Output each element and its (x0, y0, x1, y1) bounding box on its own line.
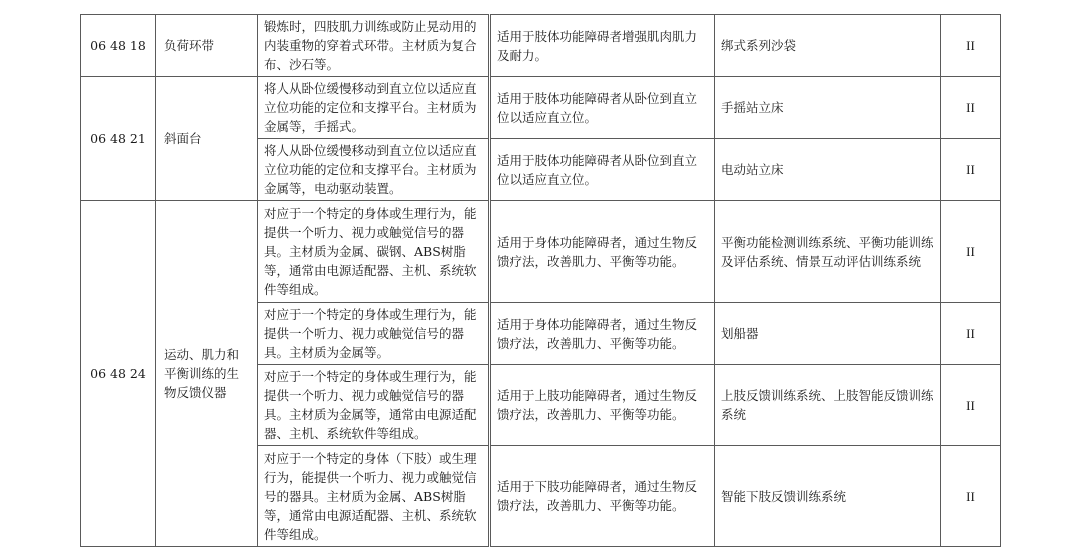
table-row (81, 15, 1001, 77)
product-description: 将人从卧位缓慢移动到直立位以适应直立位功能的定位和支撑平台。主材质为金属等，电动驱动装置。 (258, 139, 490, 201)
product-example: 上肢反馈训练系统、上肢智能反馈训练系统 (715, 365, 941, 446)
management-class: II (941, 15, 1001, 77)
product-example: 平衡功能检测训练系统、平衡功能训练及评估系统、情景互动评估训练系统 (715, 201, 941, 303)
product-example: 划船器 (715, 303, 941, 365)
category-name: 运动、肌力和平衡训练的生物反馈仪器 (156, 201, 258, 547)
table-row (81, 201, 1001, 303)
management-class: II (941, 303, 1001, 365)
management-class: II (941, 77, 1001, 139)
product-description: 对应于一个特定的身体或生理行为，能提供一个听力、视力或触觉信号的器具。主材质为金属等。 (258, 303, 490, 365)
product-description: 对应于一个特定的身体或生理行为，能提供一个听力、视力或触觉信号的器具。主材质为金属、碳钢、ABS树脂等，通常由电源适配器、主机、系统软件等组成。 (258, 201, 490, 303)
management-class: II (941, 365, 1001, 446)
category-code: 06 48 21 (81, 77, 156, 201)
intended-use: 适用于肢体功能障碍者增强肌肉肌力及耐力。 (490, 15, 715, 77)
category-code: 06 48 18 (81, 15, 156, 77)
management-class: II (941, 446, 1001, 547)
category-name: 斜面台 (156, 77, 258, 201)
device-catalog-table (80, 14, 1001, 547)
intended-use: 适用于肢体功能障碍者从卧位到直立位以适应直立位。 (490, 77, 715, 139)
management-class: II (941, 201, 1001, 303)
product-description: 对应于一个特定的身体或生理行为，能提供一个听力、视力或触觉信号的器具。主材质为金属等，通常由电源适配器、主机、系统软件等组成。 (258, 365, 490, 446)
category-code: 06 48 24 (81, 201, 156, 547)
product-example: 绑式系列沙袋 (715, 15, 941, 77)
product-example: 手摇站立床 (715, 77, 941, 139)
product-description: 将人从卧位缓慢移动到直立位以适应直立位功能的定位和支撑平台。主材质为金属等，手摇式。 (258, 77, 490, 139)
intended-use: 适用于上肢功能障碍者，通过生物反馈疗法，改善肌力、平衡等功能。 (490, 365, 715, 446)
management-class: II (941, 139, 1001, 201)
intended-use: 适用于身体功能障碍者，通过生物反馈疗法，改善肌力、平衡等功能。 (490, 303, 715, 365)
intended-use: 适用于身体功能障碍者，通过生物反馈疗法，改善肌力、平衡等功能。 (490, 201, 715, 303)
intended-use: 适用于下肢功能障碍者，通过生物反馈疗法，改善肌力、平衡等功能。 (490, 446, 715, 547)
intended-use: 适用于肢体功能障碍者从卧位到直立位以适应直立位。 (490, 139, 715, 201)
product-example: 电动站立床 (715, 139, 941, 201)
product-example: 智能下肢反馈训练系统 (715, 446, 941, 547)
product-description: 锻炼时，四肢肌力训练或防止晃动用的内装重物的穿着式环带。主材质为复合布、沙石等。 (258, 15, 490, 77)
table-row (81, 77, 1001, 139)
product-description: 对应于一个特定的身体（下肢）或生理行为，能提供一个听力、视力或触觉信号的器具。主材质为金属、ABS树脂等，通常由电源适配器、主机、系统软件等组成。 (258, 446, 490, 547)
category-name: 负荷环带 (156, 15, 258, 77)
